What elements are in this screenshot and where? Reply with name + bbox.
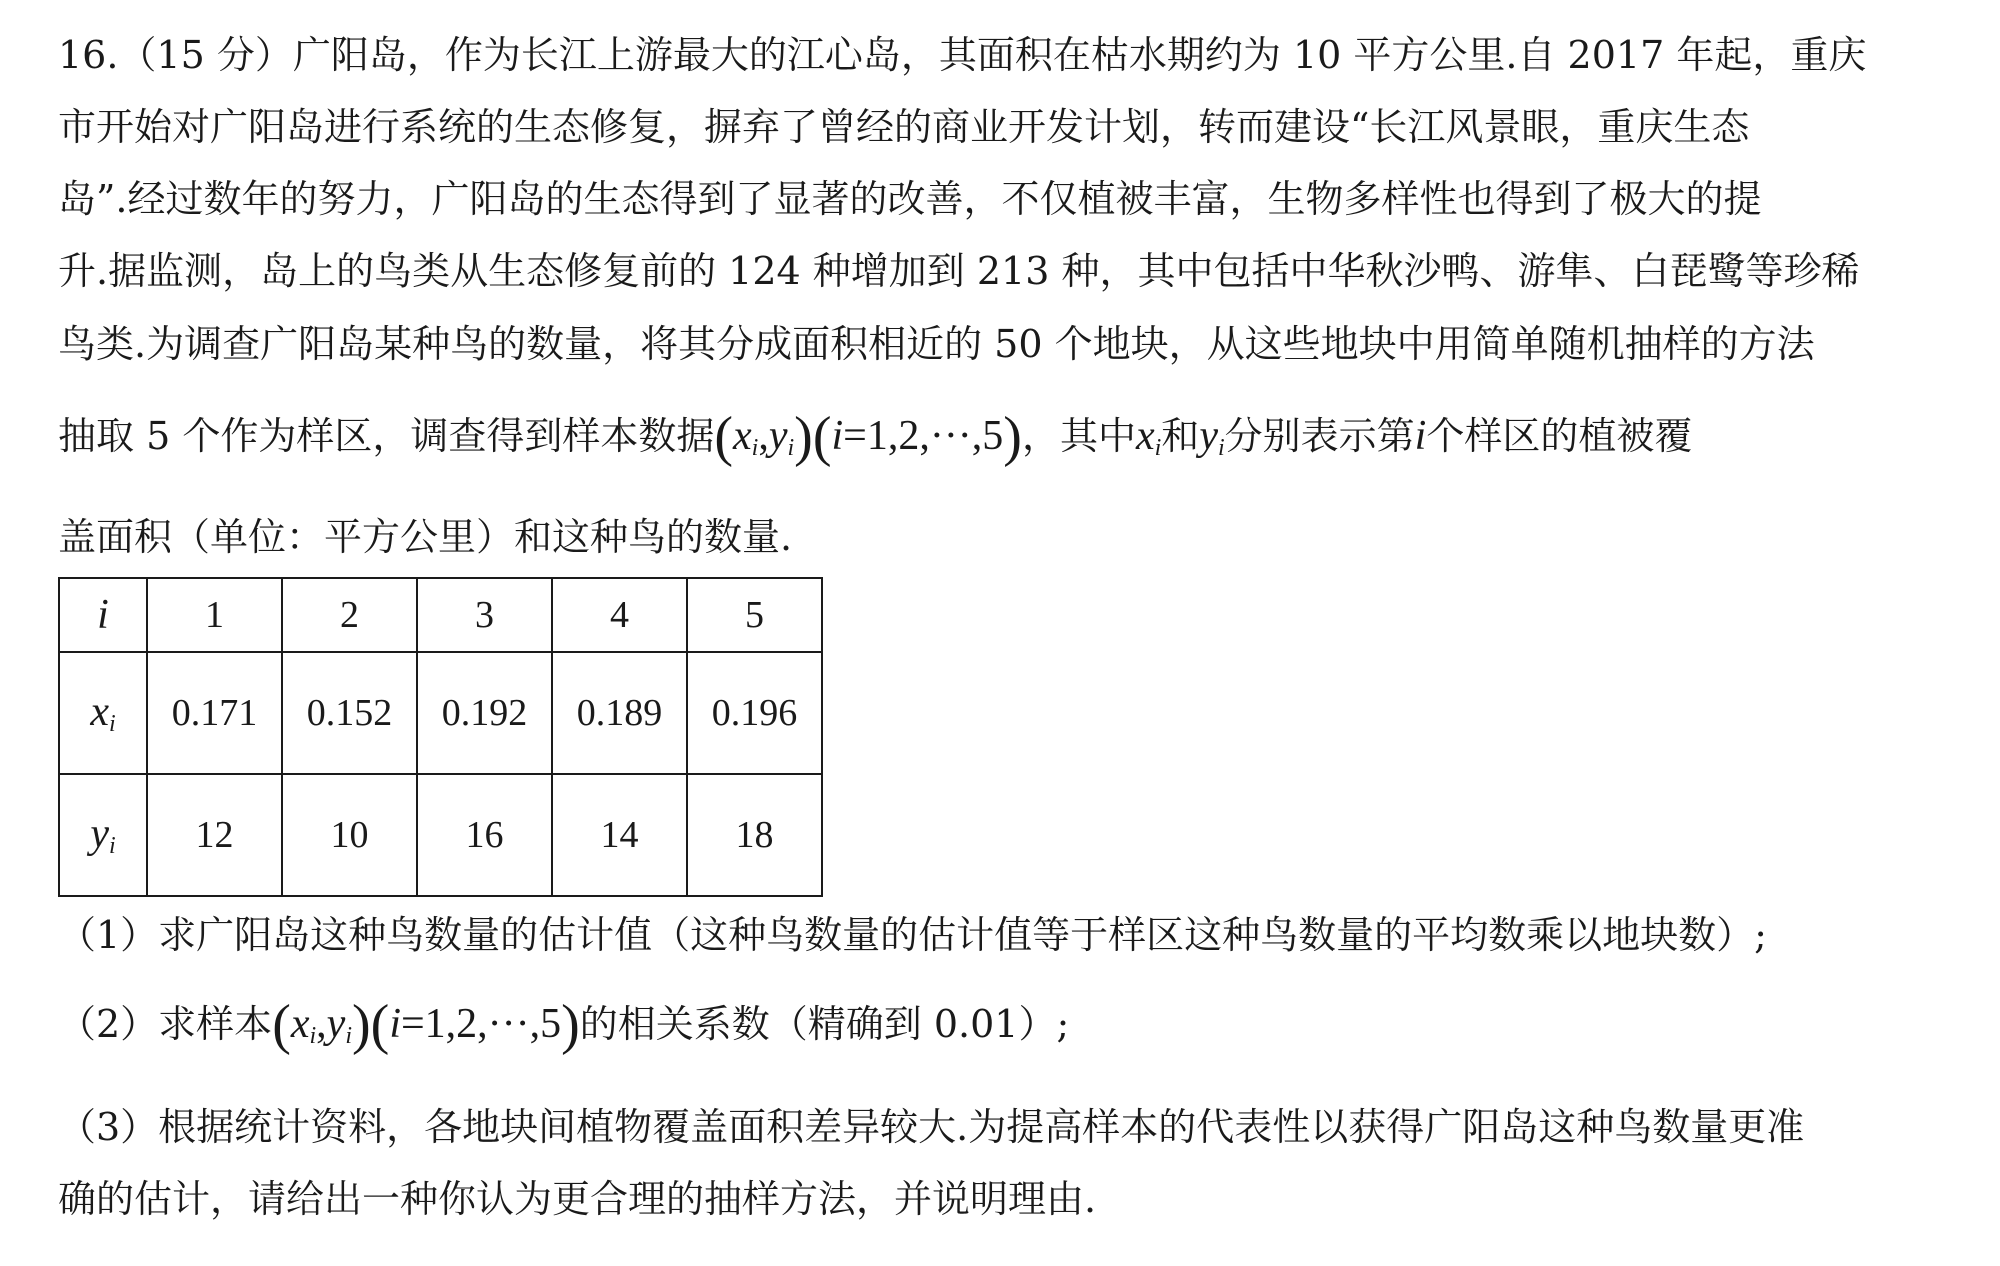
math-x-sub-i: $x_i$	[733, 413, 759, 461]
table-cell: 14	[552, 774, 687, 896]
intro-line-2: 市开始对广阳岛进行系统的生态修复，摒弃了曾经的商业开发计划，转而建设“长江风景眼，重庆生态	[58, 105, 1750, 149]
math-y-sub-i: $y_i$	[768, 413, 795, 461]
table-cell: 0.152	[282, 652, 417, 774]
question-2: （2）求样本$(x_i,y_i)(i=1,2,\cdot\cdot\cdot,5)$的相关系数（精确到 0.01）;	[58, 994, 1070, 1056]
sample-data-table	[58, 577, 823, 897]
table-cell: 18	[687, 774, 822, 896]
table-cell: 16	[417, 774, 552, 896]
table-row-x	[59, 652, 822, 774]
intro-line-1: 16.（15 分）广阳岛，作为长江上游最大的江心岛，其面积在枯水期约为 10 平方公里.自 2017 年起，重庆	[58, 33, 1867, 77]
table-cell: 5	[687, 578, 822, 652]
line6-text-e: 个样区的植被覆	[1426, 414, 1693, 458]
table-cell: 0.192	[417, 652, 552, 774]
table-cell: 0.196	[687, 652, 822, 774]
intro-line-4: 升.据监测，岛上的鸟类从生态修复前的 124 种增加到 213 种，其中包括中华秋沙鸭、游隼、白琵鹭等珍稀	[58, 249, 1860, 293]
table-cell: 4	[552, 578, 687, 652]
table-cell: 1	[147, 578, 282, 652]
table-cell: 12	[147, 774, 282, 896]
table-cell: 0.189	[552, 652, 687, 774]
question-3-line-2: 确的估计，请给出一种你认为更合理的抽样方法，并说明理由.	[58, 1177, 1097, 1221]
question-1: （1）求广阳岛这种鸟数量的估计值（这种鸟数量的估计值等于样区这种鸟数量的平均数乘以地块数）;	[58, 913, 1767, 957]
intro-line-6: 抽取 5 个作为样区，调查得到样本数据$(x_i,y_i)(i=1,2,\cdot\cdot\cdot,5)$，其中$x_i$和$y_i$分别表示第i个样区的植被覆	[58, 406, 1693, 468]
line6-text-d: 分别表示第	[1224, 414, 1415, 458]
line6-text-a: 抽取 5 个作为样区，调查得到样本数据	[58, 414, 715, 458]
table-header-i: i	[59, 578, 147, 652]
math-index-i: i	[831, 413, 844, 459]
intro-line-5: 鸟类.为调查广阳岛某种鸟的数量，将其分成面积相近的 50 个地块，从这些地块中用简单随机抽样的方法	[58, 322, 1815, 366]
table-cell: 0.171	[147, 652, 282, 774]
table-header-x: $x_i$	[59, 652, 147, 774]
line6-text-b: ，其中	[1021, 414, 1136, 458]
paren-close: )	[794, 406, 813, 468]
table-cell: 2	[282, 578, 417, 652]
math-index-range: =1,2,···,5	[843, 413, 1004, 459]
intro-line-3: 岛”.经过数年的努力，广阳岛的生态得到了显著的改善，不仅植被丰富，生物多样性也得到了极大的提	[58, 177, 1762, 221]
table-header-y: $y_i$	[59, 774, 147, 896]
question-3-line-1: （3）根据统计资料，各地块间植物覆盖面积差异较大.为提高样本的代表性以获得广阳岛这种鸟数量更准	[58, 1105, 1805, 1149]
line6-text-c: 和	[1161, 414, 1200, 458]
table-row-y	[59, 774, 822, 896]
table-cell: 10	[282, 774, 417, 896]
table-cell: 3	[417, 578, 552, 652]
intro-line-7: 盖面积（单位：平方公里）和这种鸟的数量.	[58, 515, 793, 559]
table-row-index	[59, 578, 822, 652]
paren-open: (	[714, 406, 733, 468]
